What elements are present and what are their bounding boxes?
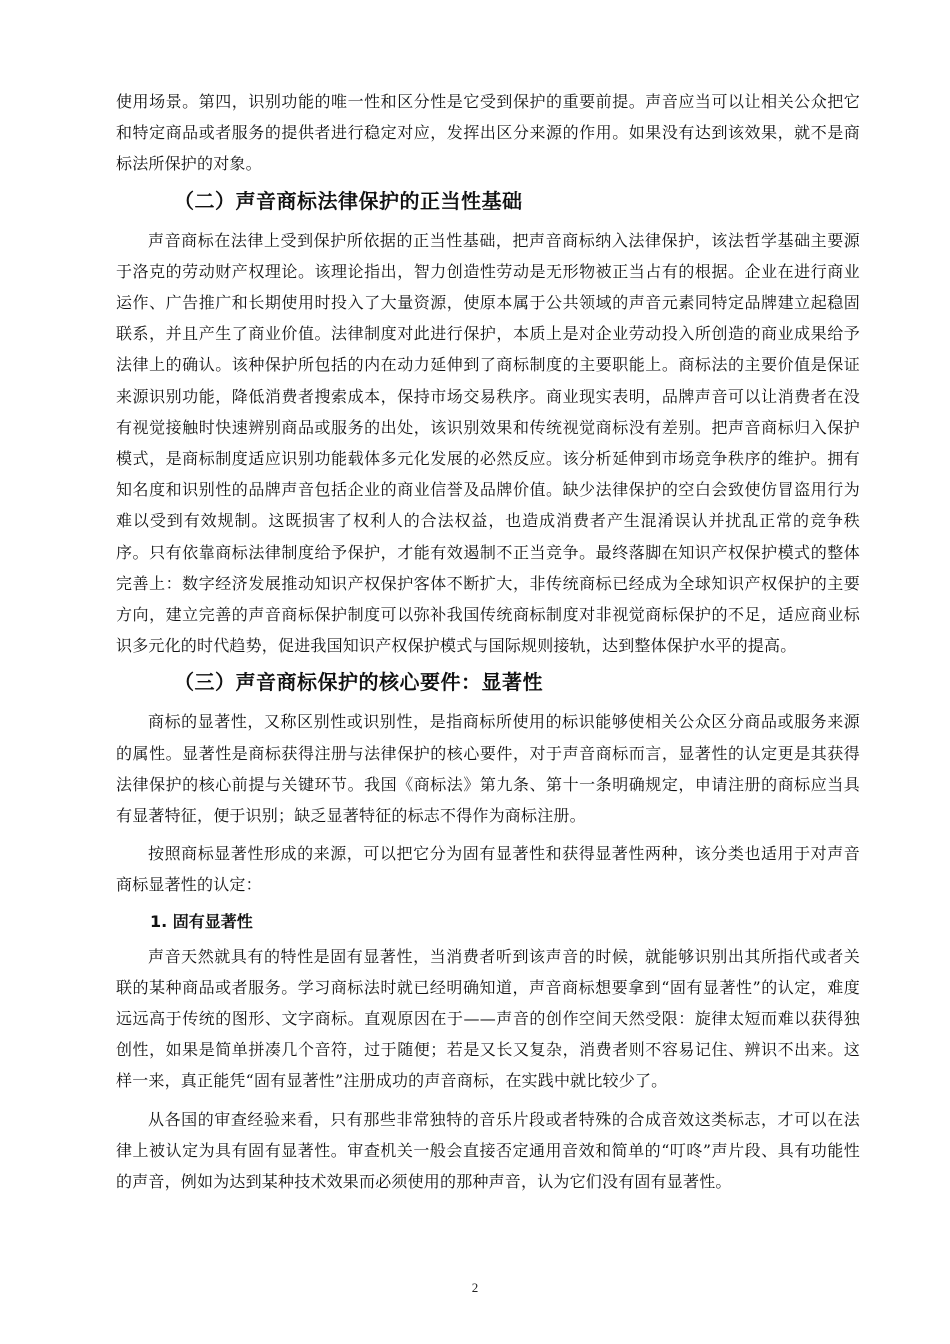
paragraph-spacer <box>116 831 860 838</box>
page-number: 2 <box>471 1280 479 1295</box>
subsection-heading: 1. 固有显著性 <box>150 911 253 931</box>
body-paragraph: 按照商标显著性形成的来源，可以把它分为固有显著性和获得显著性两种，该分类也适用于对声音商标显著性的认定： <box>116 844 860 895</box>
body-paragraph: 声音天然就具有的特性是固有显著性，当消费者听到该声音的时候，就能够识别出其所指代或者关联的某种商品或者服务。学习商标法时就已经明确知道，声音商标想要拿到“固有显著性”的认定，难度远远高于传统的图形、文字商标。直观原因在于——声音的创作空间天然受限：旋律太短而难以获得独创性，如果是简单拼凑几个音符，过于随便；若是又长又复杂，消费者则不容易记住、辨识不出来。这样一来，真正能凭“固有显著性”注册成功的声音商标，在实践中就比较少了。 <box>116 946 860 1091</box>
section-heading: （三）声音商标保护的核心要件：显著性 <box>174 670 543 695</box>
body-paragraph: 声音商标在法律上受到保护所依据的正当性基础，把声音商标纳入法律保护，该法哲学基础主要源于洛克的劳动财产权理论。该理论指出，智力创造性劳动是无形物被正当占有的根据。企业在进行商业运作、广告推广和长期使用时投入了大量资源，使原本属于公共领域的声音元素同特定品牌建立起稳固联系，并且产生了商业价值。法律制度对此进行保护，本质上是对企业劳动投入所创造的商业成果给予法律上的确认。该种保护所包括的内在动力延伸到了商标制度的主要职能上。商标法的主要价值是保证来源识别功能，降低消费者搜索成本，保持市场交易秩序。商业现实表明，品牌声音可以让消费者在没有视觉接触时快速辨别商品或服务的出处，该识别效果和传统视觉商标没有差别。把声音商标归入保护模式，是商标制度适应识别功能载体多元化发展的必然反应。该分析延伸到市场竞争秩序的维护。拥有知名度和识别性的品牌声音包括企业的商业信誉及品牌价值。缺少法律保护的空白会致使仿冒盗用行为难以受到有效规制。这既损害了权利人的合法权益，也造成消费者产生混淆误认并扰乱正常的竞争秩序。只有依靠商标法律制度给予保护，才能有效遏制不正当竞争。最终落脚在知识产权保护模式的整体完善上：数字经济发展推动知识产权保护客体不断扩大，非传统商标已经成为全球知识产权保护的主要方向，建立完善的声音商标保护制度可以弥补我国传统商标制度对非视觉商标保护的不足，适应商业标识多元化的时代趋势，促进我国知识产权保护模式与国际规则接轨，达到整体保护水平的提高。 <box>116 230 860 656</box>
body-paragraph: 商标的显著性，又称区别性或识别性，是指商标所使用的标识能够使相关公众区分商品或服务来源的属性。显著性是商标获得注册与法律保护的核心要件，对于声音商标而言，显著性的认定更是其获得法律保护的核心前提与关键环节。我国《商标法》第九条、第十一条明确规定，申请注册的商标应当具有显著特征，便于识别；缺乏显著特征的标志不得作为商标注册。 <box>116 712 860 826</box>
paragraph-spacer <box>116 1097 860 1104</box>
page-body <box>116 86 860 1197</box>
body-paragraph: 使用场景。第四，识别功能的唯一性和区分性是它受到保护的重要前提。声音应当可以让相关公众把它和特定商品或者服务的提供者进行稳定对应，发挥出区分来源的作用。如果没有达到该效果，就不是商标法所保护的对象。 <box>116 92 860 174</box>
section-heading: （二）声音商标法律保护的正当性基础 <box>174 188 523 213</box>
body-paragraph: 从各国的审查经验来看，只有那些非常独特的音乐片段或者特殊的合成音效这类标志，才可以在法律上被认定为具有固有显著性。审查机关一般会直接否定通用音效和简单的“叮咚”声片段、具有功能性的声音，例如为达到某种技术效果而必须使用的那种声音，认为它们没有固有显著性。 <box>116 1109 860 1192</box>
